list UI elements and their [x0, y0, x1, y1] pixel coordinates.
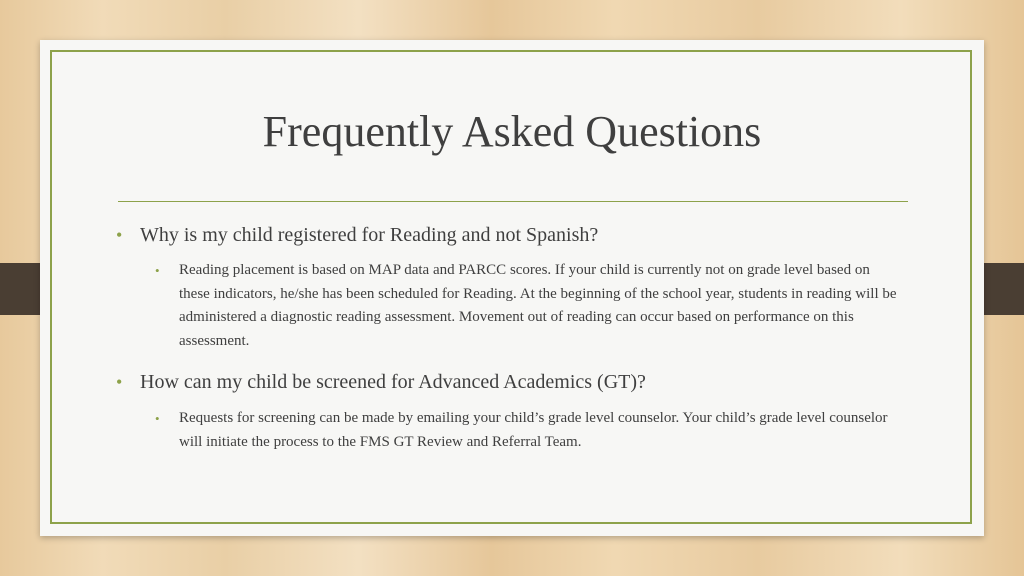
- answer-2: [155, 407, 899, 454]
- answer-1: [155, 259, 899, 353]
- slide: [40, 40, 984, 536]
- bullet-dot-icon: •: [116, 225, 123, 245]
- question-1-text: Why is my child registered for Reading and not Spanish?: [140, 224, 599, 246]
- slide-content: [40, 40, 984, 536]
- bullet-dot-icon: •: [155, 263, 160, 278]
- question-2: [116, 369, 940, 395]
- question-2-text: How can my child be screened for Advanced Academics (GT)?: [140, 371, 646, 393]
- slide-title: Frequently Asked Questions: [262, 107, 762, 156]
- bullet-dot-icon: •: [116, 372, 123, 392]
- bullet-dot-icon: •: [155, 411, 160, 426]
- answer-1-text: Reading placement is based on MAP data and PARCC scores. If your child is currently not on grade level based on these indicators, he/she has been scheduled for Reading. At the beginning of the school year, students in reading will be administered a diagnostic reading assessment. Movement out of reading can occur based on performance on this assessment.: [179, 262, 897, 349]
- question-1: [116, 222, 940, 248]
- answer-2-text: Requests for screening can be made by emailing your child’s grade level counselor. Your child’s grade level counselor will initiate the process to the FMS GT Review and Referral Team.: [179, 410, 888, 450]
